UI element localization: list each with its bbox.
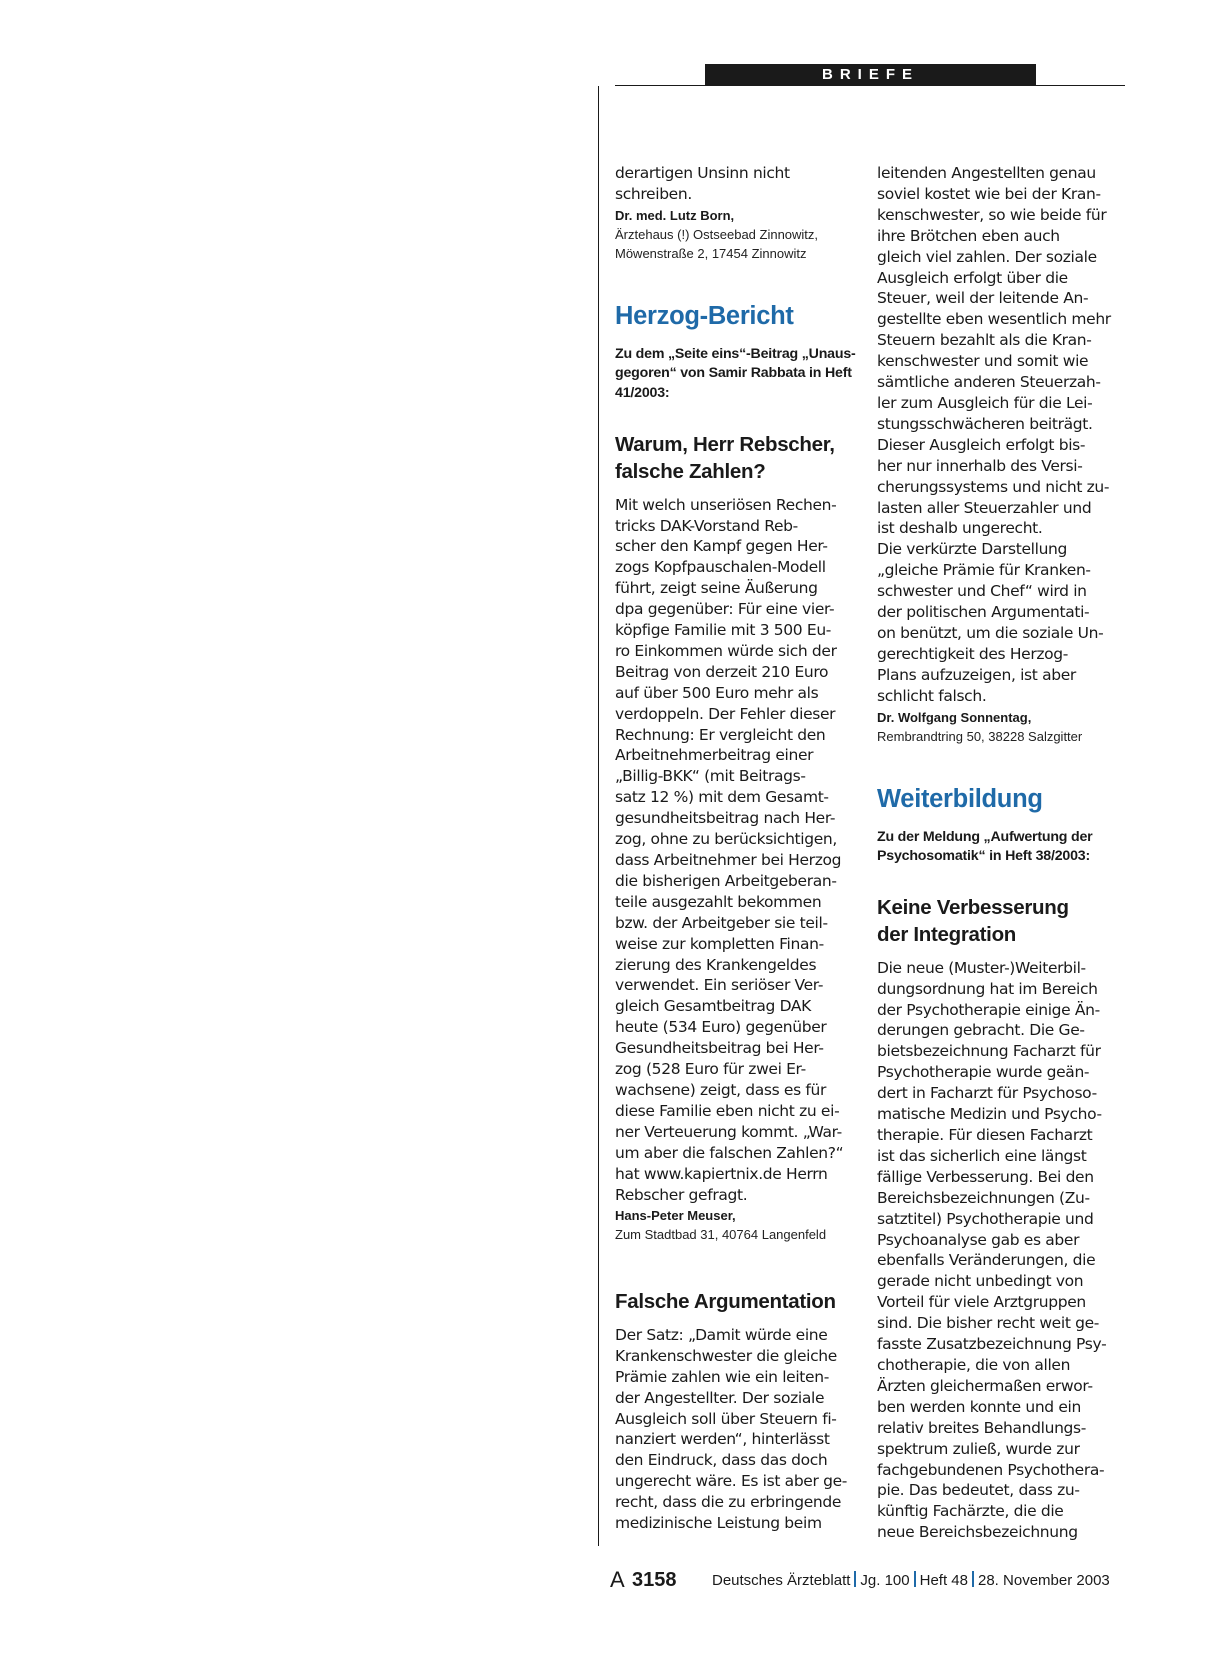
text-line: gestellte eben wesentlich mehr xyxy=(877,310,1111,329)
text-line: „gleiche Prämie für Kranken- xyxy=(877,561,1091,580)
text-line: fällige Verbesserung. Bei den xyxy=(877,1167,1094,1186)
author-name: Hans-Peter Meuser, xyxy=(615,1208,736,1224)
text-line: köpfige Familie mit 3 500 Eu- xyxy=(615,621,832,640)
text-line: medizinische Leistung beim xyxy=(615,1514,822,1533)
text-line: der Angestellter. Der soziale xyxy=(615,1388,825,1407)
text-line: Rebscher gefragt. xyxy=(615,1185,748,1204)
text-line: Dieser Ausgleich erfolgt bis- xyxy=(877,435,1086,454)
text-line: gegoren“ von Samir Rabbata in Heft xyxy=(615,365,852,382)
text-line: bzw. der Arbeitgeber sie teil- xyxy=(615,913,828,932)
text-line: gerechtigkeit des Herzog- xyxy=(877,644,1069,663)
text-line: kenschwester und somit wie xyxy=(877,352,1089,371)
text-line: Arbeitnehmerbeitrag einer xyxy=(615,746,814,765)
text-line: der Integration xyxy=(877,923,1017,947)
text-line: Keine Verbesserung xyxy=(877,895,1069,919)
page-footer xyxy=(610,1565,1130,1595)
text-line: neue Bereichsbezeichnung xyxy=(877,1523,1078,1542)
text-line: Zu dem „Seite eins“-Beitrag „Unaus- xyxy=(615,345,856,362)
text-line: 41/2003: xyxy=(615,385,670,401)
text-line: ihre Brötchen eben auch xyxy=(877,226,1060,245)
text-line: Psychotherapie wurde geän- xyxy=(877,1063,1090,1082)
text-line: verwendet. Ein seriöser Ver- xyxy=(615,976,824,995)
publication-info xyxy=(712,1568,1110,1594)
text-line: hat www.kapiertnix.de Herrn xyxy=(615,1164,828,1183)
text-line: recht, dass die zu erbringende xyxy=(615,1493,842,1512)
text-line: leitenden Angestellten genau xyxy=(877,164,1096,182)
text-line: Psychoanalyse gab es aber xyxy=(877,1230,1080,1249)
text-line: Mit welch unseriösen Rechen- xyxy=(615,495,837,514)
text-line: dert in Facharzt für Psychoso- xyxy=(877,1084,1097,1103)
text-line: lasten aller Steuerzahler und xyxy=(877,498,1092,517)
letter-headline xyxy=(877,894,1127,949)
text-line: zog, ohne zu berücksichtigen, xyxy=(615,830,837,849)
text-line: „Billig-BKK“ (mit Beitrags- xyxy=(615,767,806,786)
text-line: führt, zeigt seine Äußerung xyxy=(615,579,818,598)
text-line: pie. Das bedeutet, dass zu- xyxy=(877,1481,1080,1500)
journal-name: Deutsches Ärzteblatt xyxy=(712,1572,851,1589)
page-number: 3158 xyxy=(632,1569,677,1591)
text-line: teile ausgezahlt bekommen xyxy=(615,892,822,911)
text-line: den Eindruck, dass das doch xyxy=(615,1451,828,1470)
text-line: Steuern bezahlt als die Kran- xyxy=(877,331,1092,350)
volume: Jg. 100 xyxy=(860,1572,910,1589)
text-line: Die neue (Muster-)Weiterbil- xyxy=(877,958,1086,977)
text-line: gesundheitsbeitrag nach Her- xyxy=(615,809,836,828)
text-line: Falsche Argumentation xyxy=(615,1290,836,1314)
rubric-title: Weiterbildung xyxy=(877,784,1043,813)
text-line: ebenfalls Veränderungen, die xyxy=(877,1251,1096,1270)
separator xyxy=(914,1571,916,1587)
text-line: Zu der Meldung „Aufwertung der xyxy=(877,828,1093,845)
text-line: schwester und Chef“ wird in xyxy=(877,582,1087,601)
text-line: Ärzten gleichermaßen erwor- xyxy=(877,1376,1093,1395)
text-line: dpa gegenüber: Für eine vier- xyxy=(615,600,835,619)
text-line: Ausgleich erfolgt über die xyxy=(877,268,1068,287)
text-line: Ärztehaus (!) Ostseebad Zinnowitz, xyxy=(615,226,819,242)
margin-rule xyxy=(598,86,599,1546)
paragraph xyxy=(615,1325,865,1534)
text-line: nanziert werden“, hinterlässt xyxy=(615,1430,830,1449)
text-line: fachgebundenen Psychothera- xyxy=(877,1460,1105,1479)
author-name: Dr. med. Lutz Born, xyxy=(615,207,735,223)
author-address xyxy=(877,727,1127,746)
text-line: dass Arbeitnehmer bei Herzog xyxy=(615,851,842,869)
text-line: Gesundheitsbeitrag bei Her- xyxy=(615,1039,824,1058)
text-line: ist deshalb ungerecht. xyxy=(877,519,1043,538)
text-line: diese Familie eben nicht zu ei- xyxy=(615,1101,840,1120)
text-line: verdoppeln. Der Fehler dieser xyxy=(615,704,836,723)
text-line: soviel kostet wie bei der Kran- xyxy=(877,184,1101,203)
text-line: Plans aufzuzeigen, ist aber xyxy=(877,665,1076,684)
text-line: heute (534 Euro) gegenüber xyxy=(615,1018,827,1037)
paragraph xyxy=(877,163,1127,707)
text-line: bietsbezeichnung Facharzt für xyxy=(877,1042,1101,1061)
text-line: falsche Zahlen? xyxy=(615,460,766,484)
text-line: dungsordnung hat im Bereich xyxy=(877,979,1098,998)
article-reference xyxy=(615,345,865,404)
text-line: ist das sicherlich eine längst xyxy=(877,1146,1087,1165)
author-address xyxy=(615,225,865,263)
text-line: satz 12 %) mit dem Gesamt- xyxy=(615,788,829,807)
text-line: cherungssystems und nicht zu- xyxy=(877,477,1110,496)
text-line: Rembrandtring 50, 38228 Salzgitter xyxy=(877,728,1083,744)
text-line: ungerecht wäre. Es ist aber ge- xyxy=(615,1472,848,1491)
text-line: wachsene) zeigt, dass es für xyxy=(615,1080,827,1099)
text-line: Steuer, weil der leitende An- xyxy=(877,289,1089,308)
text-line: Beitrag von derzeit 210 Euro xyxy=(615,662,829,681)
text-line: zierung des Krankengeldes xyxy=(615,955,817,974)
text-line: der Psychotherapie einige Än- xyxy=(877,1000,1100,1019)
text-line: die bisherigen Arbeitgeberan- xyxy=(615,871,837,890)
author-address xyxy=(615,1225,865,1244)
text-line: ro Einkommen würde sich der xyxy=(615,641,837,660)
paragraph xyxy=(877,958,1127,1543)
text-line: tricks DAK-Vorstand Reb- xyxy=(615,516,798,535)
rubric-title: Herzog-Bericht xyxy=(615,301,794,330)
text-line: Die verkürzte Darstellung xyxy=(877,540,1068,559)
paragraph xyxy=(615,163,865,205)
text-line: Ausgleich soll über Steuern fi- xyxy=(615,1409,837,1428)
text-line: zog (528 Euro für zwei Er- xyxy=(615,1060,806,1079)
text-line: kenschwester, so wie beide für xyxy=(877,205,1107,224)
text-line: Prämie zahlen wie ein leiten- xyxy=(615,1367,829,1386)
text-line: schreiben. xyxy=(615,184,692,203)
text-line: auf über 500 Euro mehr als xyxy=(615,683,819,702)
text-line: fasste Zusatzbezeichnung Psy- xyxy=(877,1335,1107,1354)
left-column xyxy=(615,163,865,1534)
text-line: schlicht falsch. xyxy=(877,686,987,705)
issue-date: 28. November 2003 xyxy=(978,1572,1110,1589)
text-line: Psychosomatik“ in Heft 38/2003: xyxy=(877,848,1091,865)
text-line: chotherapie, die von allen xyxy=(877,1355,1071,1374)
text-line: weise zur kompletten Finan- xyxy=(615,934,824,953)
text-line: satztitel) Psychotherapie und xyxy=(877,1209,1094,1228)
text-line: sämtliche anderen Steuerzah- xyxy=(877,373,1101,392)
text-line: ler zum Ausgleich für die Lei- xyxy=(877,393,1093,412)
text-line: gleich Gesamtbeitrag DAK xyxy=(615,997,811,1016)
section-rule xyxy=(615,85,1125,86)
text-line: ben werden konnte und ein xyxy=(877,1397,1081,1416)
article-reference xyxy=(877,828,1127,867)
text-line: relativ breites Behandlungs- xyxy=(877,1418,1087,1437)
text-line: scher den Kampf gegen Her- xyxy=(615,537,828,556)
text-line: der politischen Argumentati- xyxy=(877,603,1090,622)
paragraph xyxy=(615,495,865,1206)
separator xyxy=(972,1571,974,1587)
text-line: spektrum zuließ, wurde zur xyxy=(877,1439,1080,1458)
text-line: zogs Kopfpauschalen-Modell xyxy=(615,558,826,577)
text-line: sind. Die bisher recht weit ge- xyxy=(877,1314,1100,1333)
text-line: gleich viel zahlen. Der soziale xyxy=(877,247,1097,266)
page-letter: A xyxy=(610,1567,625,1592)
author-name: Dr. Wolfgang Sonnentag, xyxy=(877,709,1032,725)
text-line: um aber die falschen Zahlen?“ xyxy=(615,1143,844,1162)
letter-headline xyxy=(615,1288,865,1316)
text-line: Vorteil für viele Arztgruppen xyxy=(877,1293,1086,1312)
separator xyxy=(854,1571,856,1587)
text-line: matische Medizin und Psycho- xyxy=(877,1105,1102,1124)
text-line: Krankenschwester die gleiche xyxy=(615,1346,837,1365)
text-line: her nur innerhalb des Versi- xyxy=(877,456,1083,475)
text-line: Der Satz: „Damit würde eine xyxy=(615,1325,828,1344)
text-line: künftig Fachärzte, die die xyxy=(877,1502,1064,1521)
text-line: Bereichsbezeichnungen (Zu- xyxy=(877,1188,1090,1207)
text-line: derartigen Unsinn nicht xyxy=(615,164,790,182)
text-line: derungen gebracht. Die Ge- xyxy=(877,1021,1085,1040)
text-line: Möwenstraße 2, 17454 Zinnowitz xyxy=(615,245,807,261)
section-label: BRIEFE xyxy=(705,64,1036,86)
text-line: on benützt, um die soziale Un- xyxy=(877,623,1104,642)
letter-headline xyxy=(615,431,865,486)
issue: Heft 48 xyxy=(919,1572,968,1589)
text-line: stungsschwächeren beiträgt. xyxy=(877,414,1093,433)
text-line: ner Verteuerung kommt. „War- xyxy=(615,1122,842,1141)
text-line: Warum, Herr Rebscher, xyxy=(615,432,835,456)
text-line: therapie. Für diesen Facharzt xyxy=(877,1126,1093,1144)
text-line: Zum Stadtbad 31, 40764 Langenfeld xyxy=(615,1227,827,1243)
text-line: Rechnung: Er vergleicht den xyxy=(615,725,826,744)
right-column xyxy=(877,163,1127,1543)
text-line: gerade nicht unbedingt von xyxy=(877,1272,1084,1291)
